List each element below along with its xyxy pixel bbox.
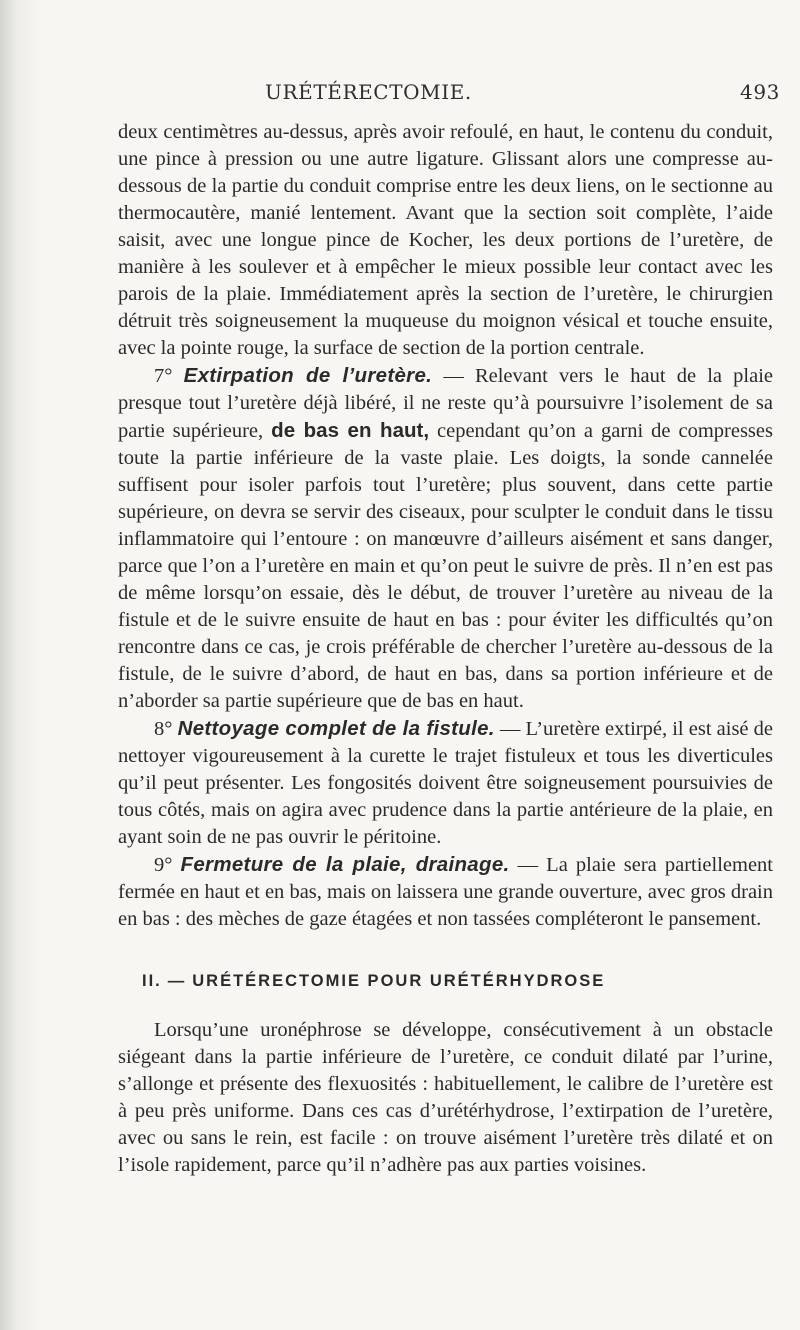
binding-gutter-shadow <box>0 0 42 1330</box>
section-title: URÉTÉRECTOMIE POUR URÉTÉRHYDROSE <box>192 972 606 990</box>
paragraph-text: — La plaie sera partiellement fermée en haut et en bas, mais on laissera une grande ouverture, avec gros drain en bas : des mèches de gaze étagées et non tassées compléteront le pansement. <box>118 854 773 930</box>
paragraph-uronephrose: Lorsqu’une uronéphrose se développe, consécutivement à un obstacle siégeant dans la partie inférieure de l’uretère, ce conduit dilaté par l’urine, s’allonge et présente des flexuosités : habituellement, le calibre de l’uretère est à peu près uniforme. Dans ces cas d’urétérhydrose, l’extirpation de l’uretère, avec ou sans le rein, est facile : on trouve aisément l’uretère très dilaté et on l’isole rapidement, parce qu’il n’adhère pas aux parties voisines. <box>118 1019 773 1176</box>
item-title: Fermeture de la plaie, drainage. <box>180 853 510 876</box>
item-title: Nettoyage complet de la fistule. <box>177 717 495 740</box>
section-numeral: II. <box>142 972 162 990</box>
paragraph-fermeture <box>118 851 773 933</box>
body-text <box>118 119 773 1179</box>
item-number: 7° <box>154 365 173 387</box>
page-header <box>0 80 800 106</box>
item-number: 8° <box>154 718 173 740</box>
paragraph-continuation: deux centimètres au-dessus, après avoir refoulé, en haut, le contenu du conduit, une pince à pression ou une autre ligature. Glissant alors une compresse au-dessous de la partie du conduit comprise entre les deux liens, on le sectionne au thermocautère, manié lentement. Avant que la section soit complète, l’aide saisit, avec une longue pince de Kocher, les deux portions de l’uretère, de manière à les soulever et à empêcher le mieux possible leur contact avec les parois de la plaie. Immédiatement après la section de l’uretère, le chirurgien détruit très soigneusement la muqueuse du moignon vésical et touche ensuite, avec la pointe rouge, la surface de section de la portion centrale. <box>118 121 773 359</box>
page-number: 493 <box>740 80 780 104</box>
paragraph-text: — L’uretère extirpé, il est aisé de nettoyer vigoureusement à la curette le trajet fistuleux et tous les diverticules qu’il peut présenter. Les fongosités doivent être soigneusement poursuivies de tous côtés, mais on agira avec prudence dans la partie antérieure de la plaie, en ayant soin de ne pas ouvrir le péritoine. <box>118 718 774 848</box>
paragraph-extirpation <box>118 362 773 715</box>
item-number: 9° <box>154 854 173 876</box>
paragraph-nettoyage <box>118 715 773 851</box>
section-dash: — <box>167 972 187 990</box>
running-title: URÉTÉRECTOMIE. <box>265 80 472 104</box>
paragraph-text: — Relevant vers le haut de la plaie presque tout l’uretère déjà libéré, il ne reste qu’à poursuivre l’isolement de sa partie supérieure, <box>118 365 773 442</box>
section-heading <box>142 968 773 995</box>
bold-phrase: de bas en haut, <box>271 419 430 442</box>
paragraph-text: cependant qu’on a garni de compresses toute la partie inférieure de la vaste plaie. Les doigts, la sonde cannelée suffisent pour isoler parfois tout l’uretère; plus souvent, dans cette partie supérieure, on devra se servir des ciseaux, pour sculpter le conduit dans le tissu inflammatoire qui l’entoure : on manœuvre d’ailleurs aisément et sans danger, parce que l’on a l’uretère en main et qu’on peut le suivre de près. Il n’en est pas de même lorsqu’on essaie, dès le début, de trouver l’uretère au niveau de la fistule et de le suivre ensuite de haut en bas : pour éviter les difficultés qu’on rencontre dans ce cas, je crois préférable de chercher l’uretère au-dessous de la fistule, de le suivre d’abord, de haut en bas, dans sa portion inférieure et de n’aborder sa partie supérieure que de bas en haut. <box>118 420 773 712</box>
item-title: Extirpation de l’uretère. <box>183 364 433 387</box>
